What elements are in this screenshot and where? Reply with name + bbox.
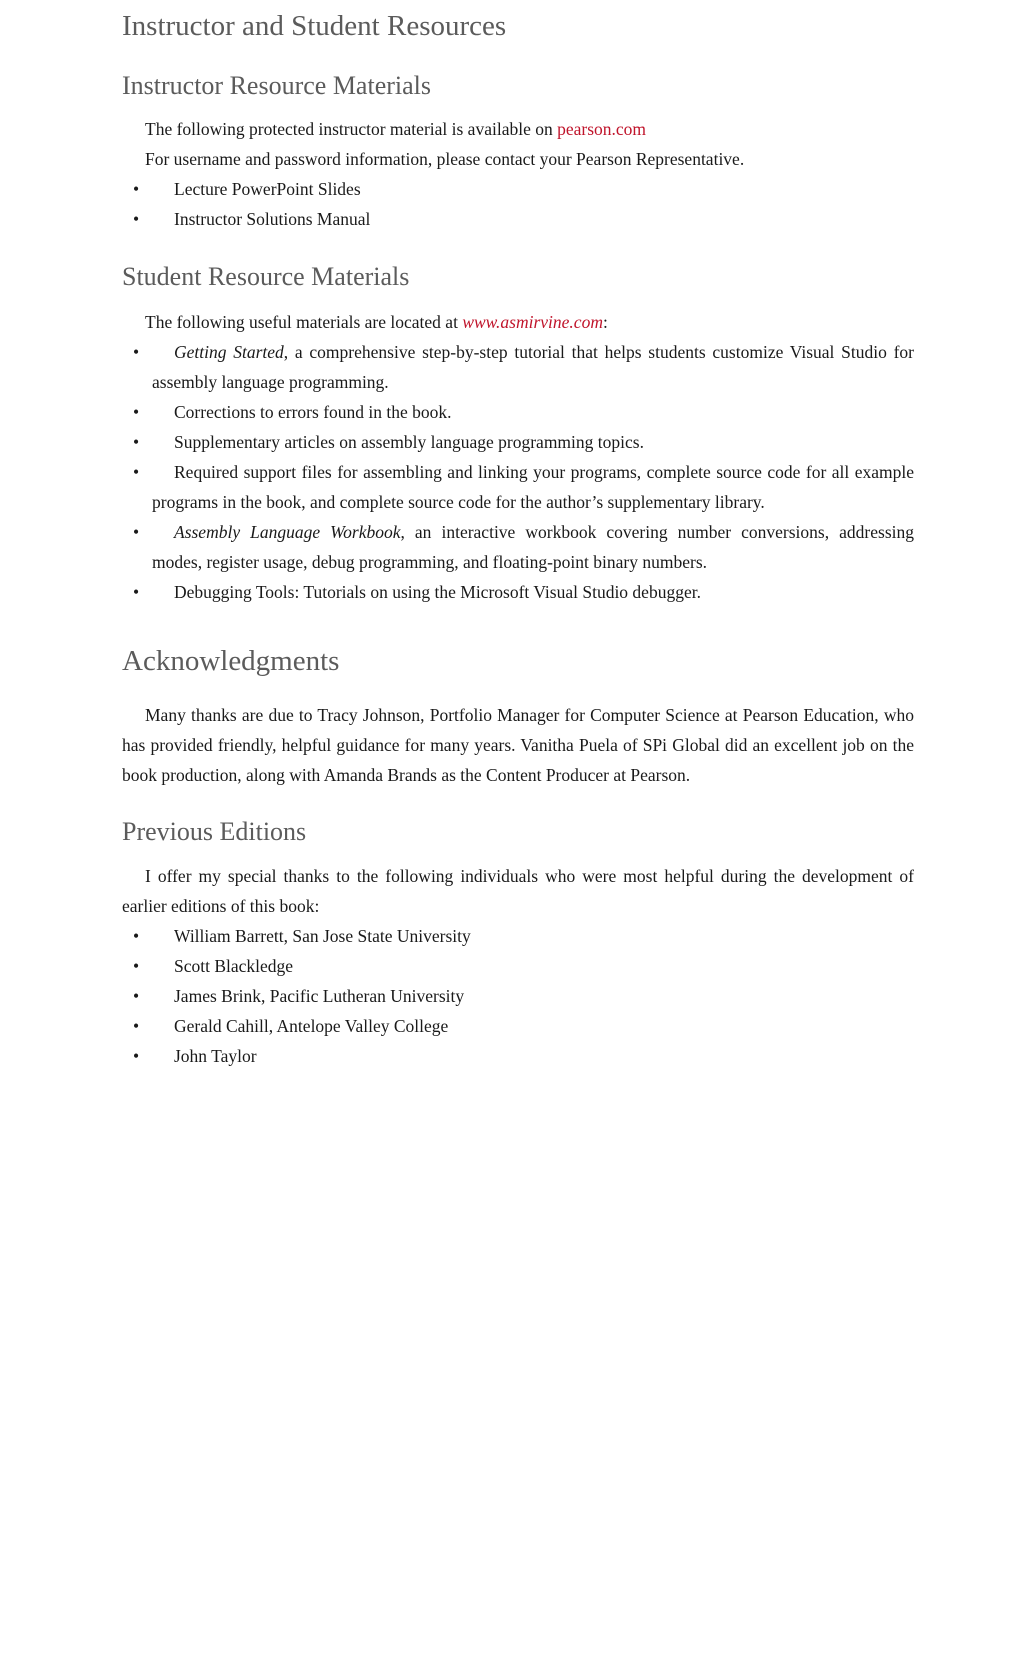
bullet-icon: • (133, 209, 140, 229)
list-item-text: Supplementary articles on assembly language programming topics. (174, 432, 644, 452)
student-heading: Student Resource Materials (122, 262, 410, 291)
list-item (122, 427, 914, 457)
list-item-title: Getting Started (174, 342, 284, 362)
document-page (122, 0, 914, 1071)
list-item (122, 457, 914, 517)
bullet-icon: • (133, 1016, 140, 1036)
bullet-icon: • (133, 462, 140, 482)
list-item-text: Corrections to errors found in the book. (174, 402, 452, 422)
previous-editions-heading: Previous Editions (122, 817, 307, 846)
previous-editions-paragraph: I offer my special thanks to the following individuals who were most helpful during the development of earlier editions of this book: (122, 866, 914, 916)
acknowledgments-heading: Acknowledgments (122, 645, 340, 677)
list-item-text: , an interactive workbook covering number conversions, addressing modes, register usage, debug programming, and floating-point binary numbers. (152, 522, 914, 572)
instructor-intro (122, 114, 914, 144)
list-item (122, 577, 914, 607)
page-title: Instructor and Student Resources (122, 10, 507, 42)
instructor-contact: For username and password information, please contact your Pearson Representative. (145, 149, 745, 169)
list-item (122, 921, 914, 951)
list-item-text: Gerald Cahill, Antelope Valley College (174, 1016, 449, 1036)
list-item (122, 204, 914, 234)
list-item (122, 517, 914, 577)
list-item (122, 397, 914, 427)
bullet-icon: • (133, 432, 140, 452)
list-item-text: James Brink, Pacific Lutheran University (174, 986, 465, 1006)
bullet-icon: • (133, 582, 140, 602)
student-intro (122, 307, 914, 337)
list-item (122, 951, 914, 981)
list-item-text: Debugging Tools: Tutorials on using the Microsoft Visual Studio debugger. (174, 582, 701, 602)
list-item (122, 1041, 914, 1071)
bullet-icon: • (133, 926, 140, 946)
bullet-icon: • (133, 986, 140, 1006)
list-item-title: Assembly Language Workbook (174, 522, 401, 542)
bullet-icon: • (133, 402, 140, 422)
student-list (122, 337, 914, 607)
list-item (122, 1011, 914, 1041)
list-item-text: Required support files for assembling and linking your programs, complete source code for all example programs in the book, and complete source code for the author’s supplementary library. (152, 462, 914, 512)
student-intro-text: The following useful materials are located at (145, 312, 463, 332)
bullet-icon: • (133, 1046, 140, 1066)
asmirvine-link[interactable]: www.asmirvine.com (462, 312, 603, 332)
list-item (122, 174, 914, 204)
list-item (122, 981, 914, 1011)
list-item-text: , a comprehensive step-by-step tutorial that helps students customize Visual Studio for assembly language programming. (152, 342, 915, 392)
instructor-list (122, 174, 914, 234)
pearson-link[interactable]: pearson.com (557, 119, 647, 139)
bullet-icon: • (133, 522, 140, 542)
bullet-icon: • (133, 342, 140, 362)
student-intro-suffix: : (602, 312, 608, 332)
bullet-icon: • (133, 956, 140, 976)
instructor-intro-text: The following protected instructor material is available on (145, 119, 558, 139)
list-item-text: Scott Blackledge (174, 956, 294, 976)
instructor-heading: Instructor Resource Materials (122, 71, 432, 100)
list-item-text: William Barrett, San Jose State University (174, 926, 471, 946)
bullet-icon: • (133, 179, 140, 199)
list-item-text: Lecture PowerPoint Slides (174, 179, 361, 199)
previous-editions-list (122, 921, 914, 1071)
acknowledgments-paragraph: Many thanks are due to Tracy Johnson, Portfolio Manager for Computer Science at Pearson Education, who has provided friendly, helpful guidance for many years. Vanitha Puela of SPi Global did an excellent job on the book production, along with Amanda Brands as the Content Producer at Pearson. (122, 705, 914, 785)
list-item (122, 337, 914, 397)
list-item-text: Instructor Solutions Manual (174, 209, 371, 229)
list-item-text: John Taylor (174, 1046, 257, 1066)
